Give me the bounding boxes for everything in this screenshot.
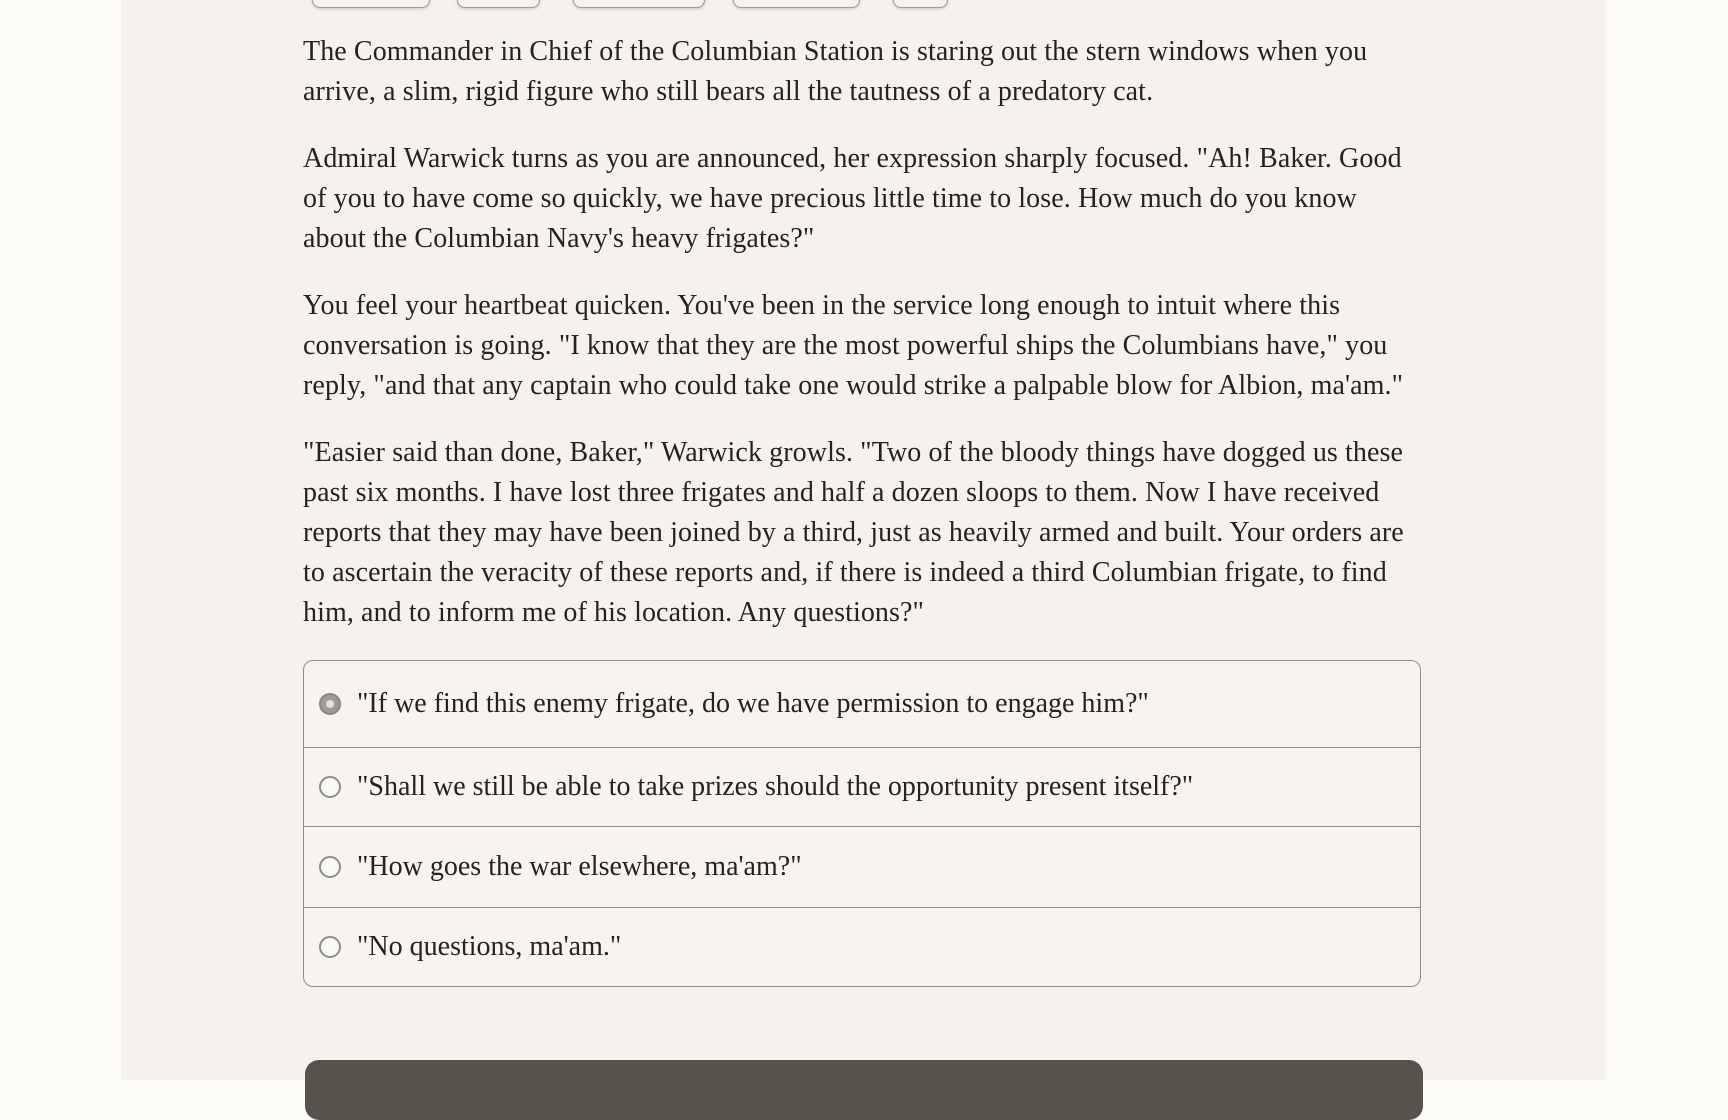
story-content (303, 0, 1423, 987)
choice-option-label: "No questions, ma'am." (357, 931, 622, 962)
story-paragraph: The Commander in Chief of the Columbian Station is staring out the stern windows when you arrive, a slim, rigid figure who still bears all the tautness of a predatory cat. (303, 36, 1368, 107)
story-paragraph: Admiral Warwick turns as you are announced, her expression sharply focused. "Ah! Baker. Good of you to have come so quickly, we have precious little time to lose. How much do you know about the Columbian Navy's heavy frigates?" (303, 143, 1402, 254)
radio-button-icon[interactable] (319, 776, 341, 798)
radio-button-icon[interactable] (319, 936, 341, 958)
choice-option-row[interactable] (304, 661, 1420, 747)
next-button[interactable] (305, 1060, 1423, 1120)
choice-option-row[interactable] (304, 747, 1420, 826)
radio-button-icon[interactable] (319, 693, 341, 715)
choice-option-label: "How goes the war elsewhere, ma'am?" (357, 851, 802, 882)
choice-option-label: "Shall we still be able to take prizes should the opportunity present itself?" (357, 771, 1194, 802)
choice-options-group (303, 660, 1421, 987)
choice-option-row[interactable] (304, 826, 1420, 907)
story-page (121, 0, 1606, 1080)
choice-option-label: "If we find this enemy frigate, do we have permission to engage him?" (357, 688, 1149, 719)
story-paragraph: "Easier said than done, Baker," Warwick growls. "Two of the bloody things have dogged us these past six months. I have lost three frigates and half a dozen sloops to them. Now I have received reports that they may have been joined by a third, just as heavily armed and built. Your orders are to ascertain the veracity of these reports and, if there is indeed a third Columbian frigate, to find him, and to inform me of his location. Any questions?" (303, 437, 1404, 628)
choice-option-row[interactable] (304, 907, 1420, 986)
story-text (303, 0, 1423, 633)
radio-button-icon[interactable] (319, 856, 341, 878)
story-paragraph: You feel your heartbeat quicken. You've been in the service long enough to intuit where this conversation is going. "I know that they are the most powerful ships the Columbians have," you reply, "and that any captain who could take one would strike a palpable blow for Albion, ma'am." (303, 290, 1404, 401)
